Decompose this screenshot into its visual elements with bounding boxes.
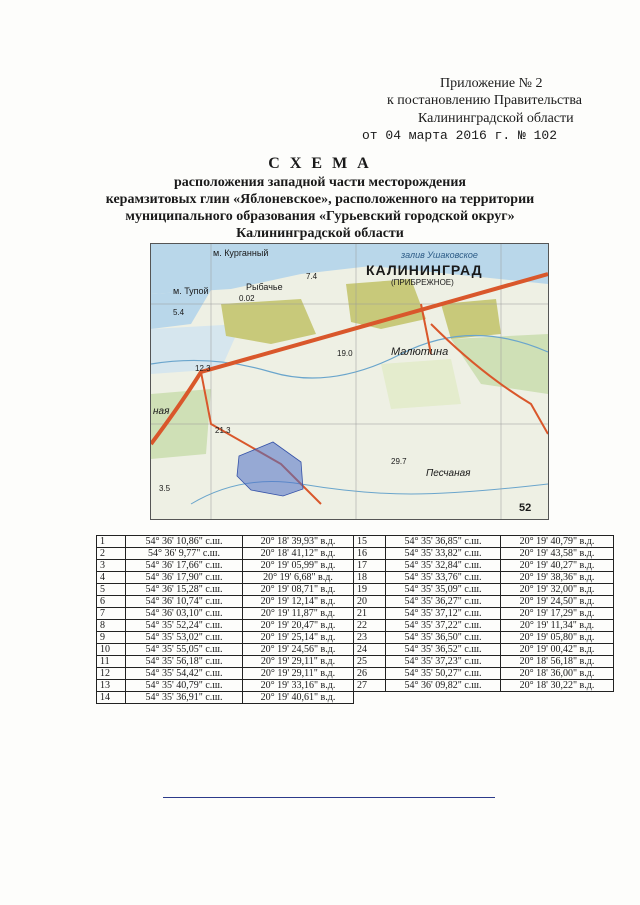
point-number: 7 (97, 608, 126, 620)
map-graphic (151, 244, 548, 519)
point-longitude: 20° 19' 40,79" в.д. (501, 536, 614, 548)
point-latitude: 54° 35' 53,02" с.ш. (126, 632, 243, 644)
point-longitude: 20° 19' 29,11" в.д. (243, 668, 354, 680)
map-label-h190: 19.0 (337, 349, 353, 358)
coordinates-table (96, 535, 614, 704)
point-longitude: 20° 19' 25,14" в.д. (243, 632, 354, 644)
point-latitude: 54° 35' 55,05" с.ш. (126, 644, 243, 656)
map-label-kaliningrad: КАЛИНИНГРАД (366, 262, 483, 278)
point-number: 13 (97, 680, 126, 692)
empty-cell (354, 692, 614, 704)
point-number: 27 (354, 680, 386, 692)
table-row (97, 584, 614, 596)
point-number: 8 (97, 620, 126, 632)
point-number: 15 (354, 536, 386, 548)
map-label-h74: 7.4 (306, 272, 318, 281)
point-longitude: 20° 18' 30,22" в.д. (501, 680, 614, 692)
point-longitude: 20° 19' 00,42" в.д. (501, 644, 614, 656)
map-label-h297: 29.7 (391, 457, 407, 466)
point-number: 10 (97, 644, 126, 656)
point-longitude: 20° 19' 05,99" в.д. (243, 560, 354, 572)
map-label-naya: ная (153, 406, 170, 417)
point-number: 18 (354, 572, 386, 584)
map-label-pribrezhnoe: (ПРИБРЕЖНОЕ) (391, 278, 454, 287)
point-longitude: 20° 19' 11,34" в.д. (501, 620, 614, 632)
point-longitude: 20° 19' 33,16" в.д. (243, 680, 354, 692)
map-label-h123: 12.3 (195, 364, 211, 373)
point-latitude: 54° 35' 40,79" с.ш. (126, 680, 243, 692)
bottom-rule (163, 797, 495, 798)
table-row (97, 608, 614, 620)
point-latitude: 54° 35' 52,24" с.ш. (126, 620, 243, 632)
point-longitude: 20° 19' 32,00" в.д. (501, 584, 614, 596)
point-latitude: 54° 35' 36,85" с.ш. (386, 536, 501, 548)
point-longitude: 20° 19' 40,61" в.д. (243, 692, 354, 704)
map-label-rybachiy: Рыбачье (246, 282, 283, 292)
point-latitude: 54° 35' 36,52" с.ш. (386, 644, 501, 656)
point-number: 24 (354, 644, 386, 656)
point-number: 17 (354, 560, 386, 572)
point-number: 5 (97, 584, 126, 596)
point-number: 14 (97, 692, 126, 704)
map-label-kurgany: м. Курганный (213, 248, 269, 258)
table-row (97, 560, 614, 572)
point-number: 1 (97, 536, 126, 548)
point-longitude: 20° 19' 11,87" в.д. (243, 608, 354, 620)
point-latitude: 54° 36' 10,74" с.ш. (126, 596, 243, 608)
table-row (97, 680, 614, 692)
map-label-grid-52: 52 (519, 502, 532, 514)
point-latitude: 54° 35' 35,09" с.ш. (386, 584, 501, 596)
point-number: 16 (354, 548, 386, 560)
point-latitude: 54° 36' 15,28" с.ш. (126, 584, 243, 596)
point-latitude: 54° 36' 09,82" с.ш. (386, 680, 501, 692)
point-longitude: 20° 19' 24,56" в.д. (243, 644, 354, 656)
point-latitude: 54° 35' 56,18" с.ш. (126, 656, 243, 668)
point-latitude: 54° 35' 33,76" с.ш. (386, 572, 501, 584)
table-row (97, 548, 614, 560)
point-latitude: 54° 36' 10,86" с.ш. (126, 536, 243, 548)
table-row (97, 596, 614, 608)
point-number: 12 (97, 668, 126, 680)
scheme-subtitle-2: керамзитовых глин «Яблоневское», расположенного на территории (105, 192, 535, 207)
point-number: 2 (97, 548, 126, 560)
appendix-region: Калининградской области (418, 111, 574, 126)
table-row (97, 656, 614, 668)
point-latitude: 54° 35' 37,23" с.ш. (386, 656, 501, 668)
point-longitude: 20° 19' 38,36" в.д. (501, 572, 614, 584)
table-row (97, 668, 614, 680)
scheme-subtitle-1: расположения западной части месторождения (174, 175, 466, 190)
point-longitude: 20° 18' 36,00" в.д. (501, 668, 614, 680)
scheme-subtitle-3: муниципального образования «Гурьевский городской округ» (125, 209, 515, 224)
point-number: 26 (354, 668, 386, 680)
point-longitude: 20° 19' 29,11" в.д. (243, 656, 354, 668)
point-longitude: 20° 19' 43,58" в.д. (501, 548, 614, 560)
appendix-date-number: от 04 марта 2016 г. № 102 (362, 128, 558, 143)
appendix-number: Приложение № 2 (440, 76, 543, 91)
point-latitude: 54° 36' 17,66" с.ш. (126, 560, 243, 572)
appendix-resolution: к постановлению Правительства (387, 93, 583, 108)
point-number: 20 (354, 596, 386, 608)
point-latitude: 54° 35' 36,50" с.ш. (386, 632, 501, 644)
point-longitude: 20° 18' 41,12" в.д. (243, 548, 354, 560)
deposit-map (150, 243, 549, 520)
point-longitude: 20° 19' 08,71" в.д. (243, 584, 354, 596)
map-label-h54: 5.4 (173, 308, 185, 317)
point-longitude: 20° 19' 24,50" в.д. (501, 596, 614, 608)
point-number: 19 (354, 584, 386, 596)
scheme-subtitle-4: Калининградской области (236, 226, 404, 241)
point-number: 22 (354, 620, 386, 632)
point-number: 3 (97, 560, 126, 572)
table-row (97, 572, 614, 584)
point-latitude: 54° 35' 32,84" с.ш. (386, 560, 501, 572)
map-label-zaliv: залив Ушаковское (401, 250, 478, 260)
table-row (97, 692, 614, 704)
point-latitude: 54° 35' 33,82" с.ш. (386, 548, 501, 560)
point-latitude: 54° 35' 36,91" с.ш. (126, 692, 243, 704)
point-longitude: 20° 19' 17,29" в.д. (501, 608, 614, 620)
scheme-title: С Х Е М А (268, 155, 372, 172)
map-label-h213: 21.3 (215, 426, 231, 435)
table-row (97, 644, 614, 656)
point-number: 6 (97, 596, 126, 608)
point-longitude: 20° 19' 12,14" в.д. (243, 596, 354, 608)
point-longitude: 20° 19' 6,68" в.д. (243, 572, 354, 584)
table-row (97, 632, 614, 644)
point-latitude: 54° 35' 50,27" с.ш. (386, 668, 501, 680)
table-row (97, 620, 614, 632)
point-longitude: 20° 18' 39,93" в.д. (243, 536, 354, 548)
point-number: 9 (97, 632, 126, 644)
point-latitude: 54° 36' 03,10" с.ш. (126, 608, 243, 620)
table-row (97, 536, 614, 548)
point-number: 4 (97, 572, 126, 584)
map-label-h35: 3.5 (159, 484, 171, 493)
point-number: 23 (354, 632, 386, 644)
point-latitude: 54° 36' 9,77" с.ш. (126, 548, 243, 560)
map-label-peschanaya: Песчаная (426, 468, 471, 479)
point-number: 25 (354, 656, 386, 668)
point-longitude: 20° 19' 05,80" в.д. (501, 632, 614, 644)
map-label-h002: 0.02 (239, 294, 255, 303)
point-latitude: 54° 36' 17,90" с.ш. (126, 572, 243, 584)
point-latitude: 54° 35' 37,12" с.ш. (386, 608, 501, 620)
point-number: 11 (97, 656, 126, 668)
point-latitude: 54° 35' 36,27" с.ш. (386, 596, 501, 608)
point-latitude: 54° 35' 37,22" с.ш. (386, 620, 501, 632)
point-number: 21 (354, 608, 386, 620)
map-label-tupoy: м. Тупой (173, 286, 209, 296)
point-longitude: 20° 18' 56,18" в.д. (501, 656, 614, 668)
map-label-malyutino: Малютина (391, 346, 449, 358)
point-latitude: 54° 35' 54,42" с.ш. (126, 668, 243, 680)
point-longitude: 20° 19' 40,27" в.д. (501, 560, 614, 572)
point-longitude: 20° 19' 20,47" в.д. (243, 620, 354, 632)
